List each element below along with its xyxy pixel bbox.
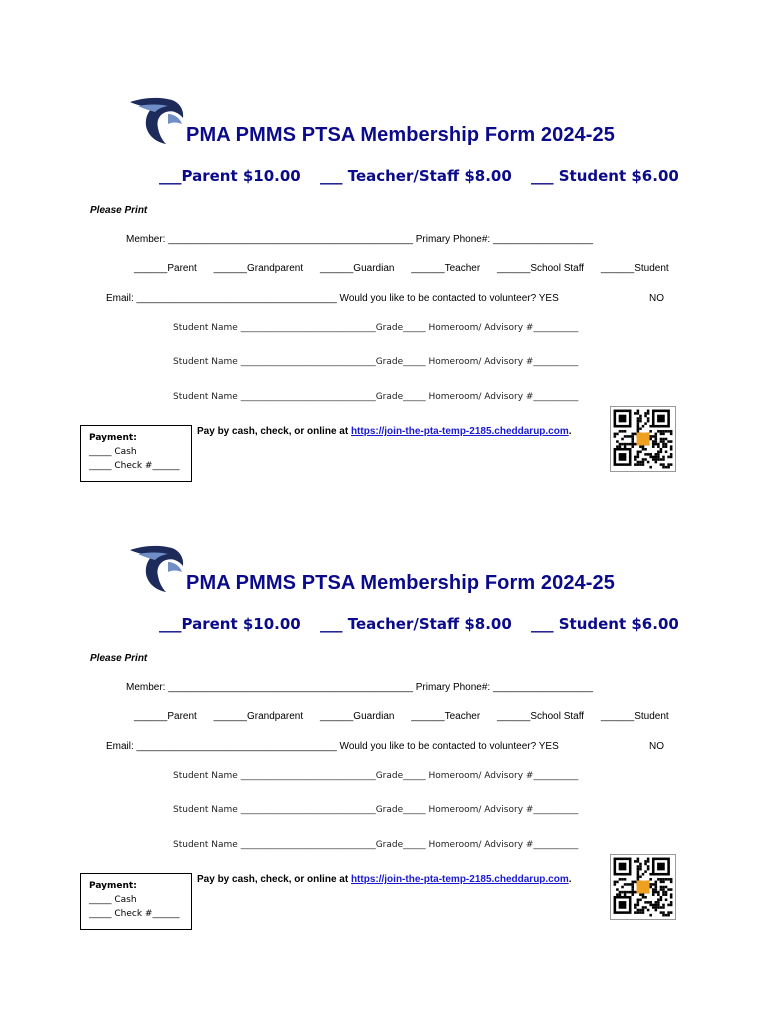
role-student: ______Student xyxy=(600,711,669,722)
role-grandparent: ______Grandparent xyxy=(213,711,304,722)
email-line: Email: ____________________________________ Would you like to be contacted to volunteer? YES xyxy=(106,741,559,752)
role-school-staff: ______School Staff xyxy=(496,263,585,274)
role-parent: ______Parent xyxy=(134,711,197,722)
email-line: Email: ____________________________________ Would you like to be contacted to volunteer? YES xyxy=(106,293,559,304)
volunteer-no: NO xyxy=(649,741,664,752)
qr-code-icon xyxy=(610,854,676,920)
pay-end: . xyxy=(568,426,572,437)
student-line: Student Name ______________________________Grade_____ Homeroom/ Advisory #__________ xyxy=(173,771,579,781)
role-guardian: ______Guardian xyxy=(319,263,395,274)
payment-cash: _____ Cash xyxy=(89,447,137,457)
please-print-label: Please Print xyxy=(90,653,148,664)
pay-text: Pay by cash, check, or online at xyxy=(197,874,351,885)
payment-box xyxy=(80,425,192,482)
role-options xyxy=(134,711,683,722)
mascot-head-icon xyxy=(128,544,186,594)
membership-prices xyxy=(159,167,693,185)
role-options xyxy=(134,263,683,274)
role-teacher: ______Teacher xyxy=(411,263,481,274)
price-teacher: ___ Teacher/Staff $8.00 xyxy=(319,167,512,185)
price-student: ___ Student $6.00 xyxy=(531,167,679,185)
payment-heading: Payment: xyxy=(89,881,137,891)
student-line: Student Name ______________________________Grade_____ Homeroom/ Advisory #__________ xyxy=(173,840,579,850)
price-teacher: ___ Teacher/Staff $8.00 xyxy=(319,615,512,633)
member-line: Member: ____________________________________________ Primary Phone#: __________________ xyxy=(126,234,594,245)
student-line: Student Name ______________________________Grade_____ Homeroom/ Advisory #__________ xyxy=(173,392,579,402)
pay-instructions xyxy=(197,426,572,437)
price-student: ___ Student $6.00 xyxy=(531,615,679,633)
role-guardian: ______Guardian xyxy=(319,711,395,722)
mascot-head-icon xyxy=(128,96,186,146)
membership-prices xyxy=(159,615,693,633)
role-school-staff: ______School Staff xyxy=(496,711,585,722)
form-title: PMA PMMS PTSA Membership Form 2024-25 xyxy=(186,572,615,594)
volunteer-no: NO xyxy=(649,293,664,304)
role-teacher: ______Teacher xyxy=(411,711,481,722)
pay-instructions xyxy=(197,874,572,885)
payment-box xyxy=(80,873,192,930)
payment-check: _____ Check #______ xyxy=(89,461,180,471)
role-student: ______Student xyxy=(600,263,669,274)
qr-code-icon xyxy=(610,406,676,472)
please-print-label: Please Print xyxy=(90,205,148,216)
pay-link[interactable]: https://join-the-pta-temp-2185.cheddarup.com xyxy=(350,426,569,437)
membership-form-2 xyxy=(0,544,770,994)
form-title: PMA PMMS PTSA Membership Form 2024-25 xyxy=(186,124,615,146)
payment-cash: _____ Cash xyxy=(89,895,137,905)
payment-check: _____ Check #______ xyxy=(89,909,180,919)
role-grandparent: ______Grandparent xyxy=(213,263,304,274)
payment-heading: Payment: xyxy=(89,433,137,443)
student-line: Student Name ______________________________Grade_____ Homeroom/ Advisory #__________ xyxy=(173,323,579,333)
pay-end: . xyxy=(568,874,572,885)
price-parent: ___Parent $10.00 xyxy=(159,167,301,185)
membership-form-1 xyxy=(0,96,770,546)
pay-link[interactable]: https://join-the-pta-temp-2185.cheddarup.com xyxy=(350,874,569,885)
role-parent: ______Parent xyxy=(134,263,197,274)
student-line: Student Name ______________________________Grade_____ Homeroom/ Advisory #__________ xyxy=(173,357,579,367)
pay-text: Pay by cash, check, or online at xyxy=(197,426,351,437)
member-line: Member: ____________________________________________ Primary Phone#: __________________ xyxy=(126,682,594,693)
price-parent: ___Parent $10.00 xyxy=(159,615,301,633)
student-line: Student Name ______________________________Grade_____ Homeroom/ Advisory #__________ xyxy=(173,805,579,815)
